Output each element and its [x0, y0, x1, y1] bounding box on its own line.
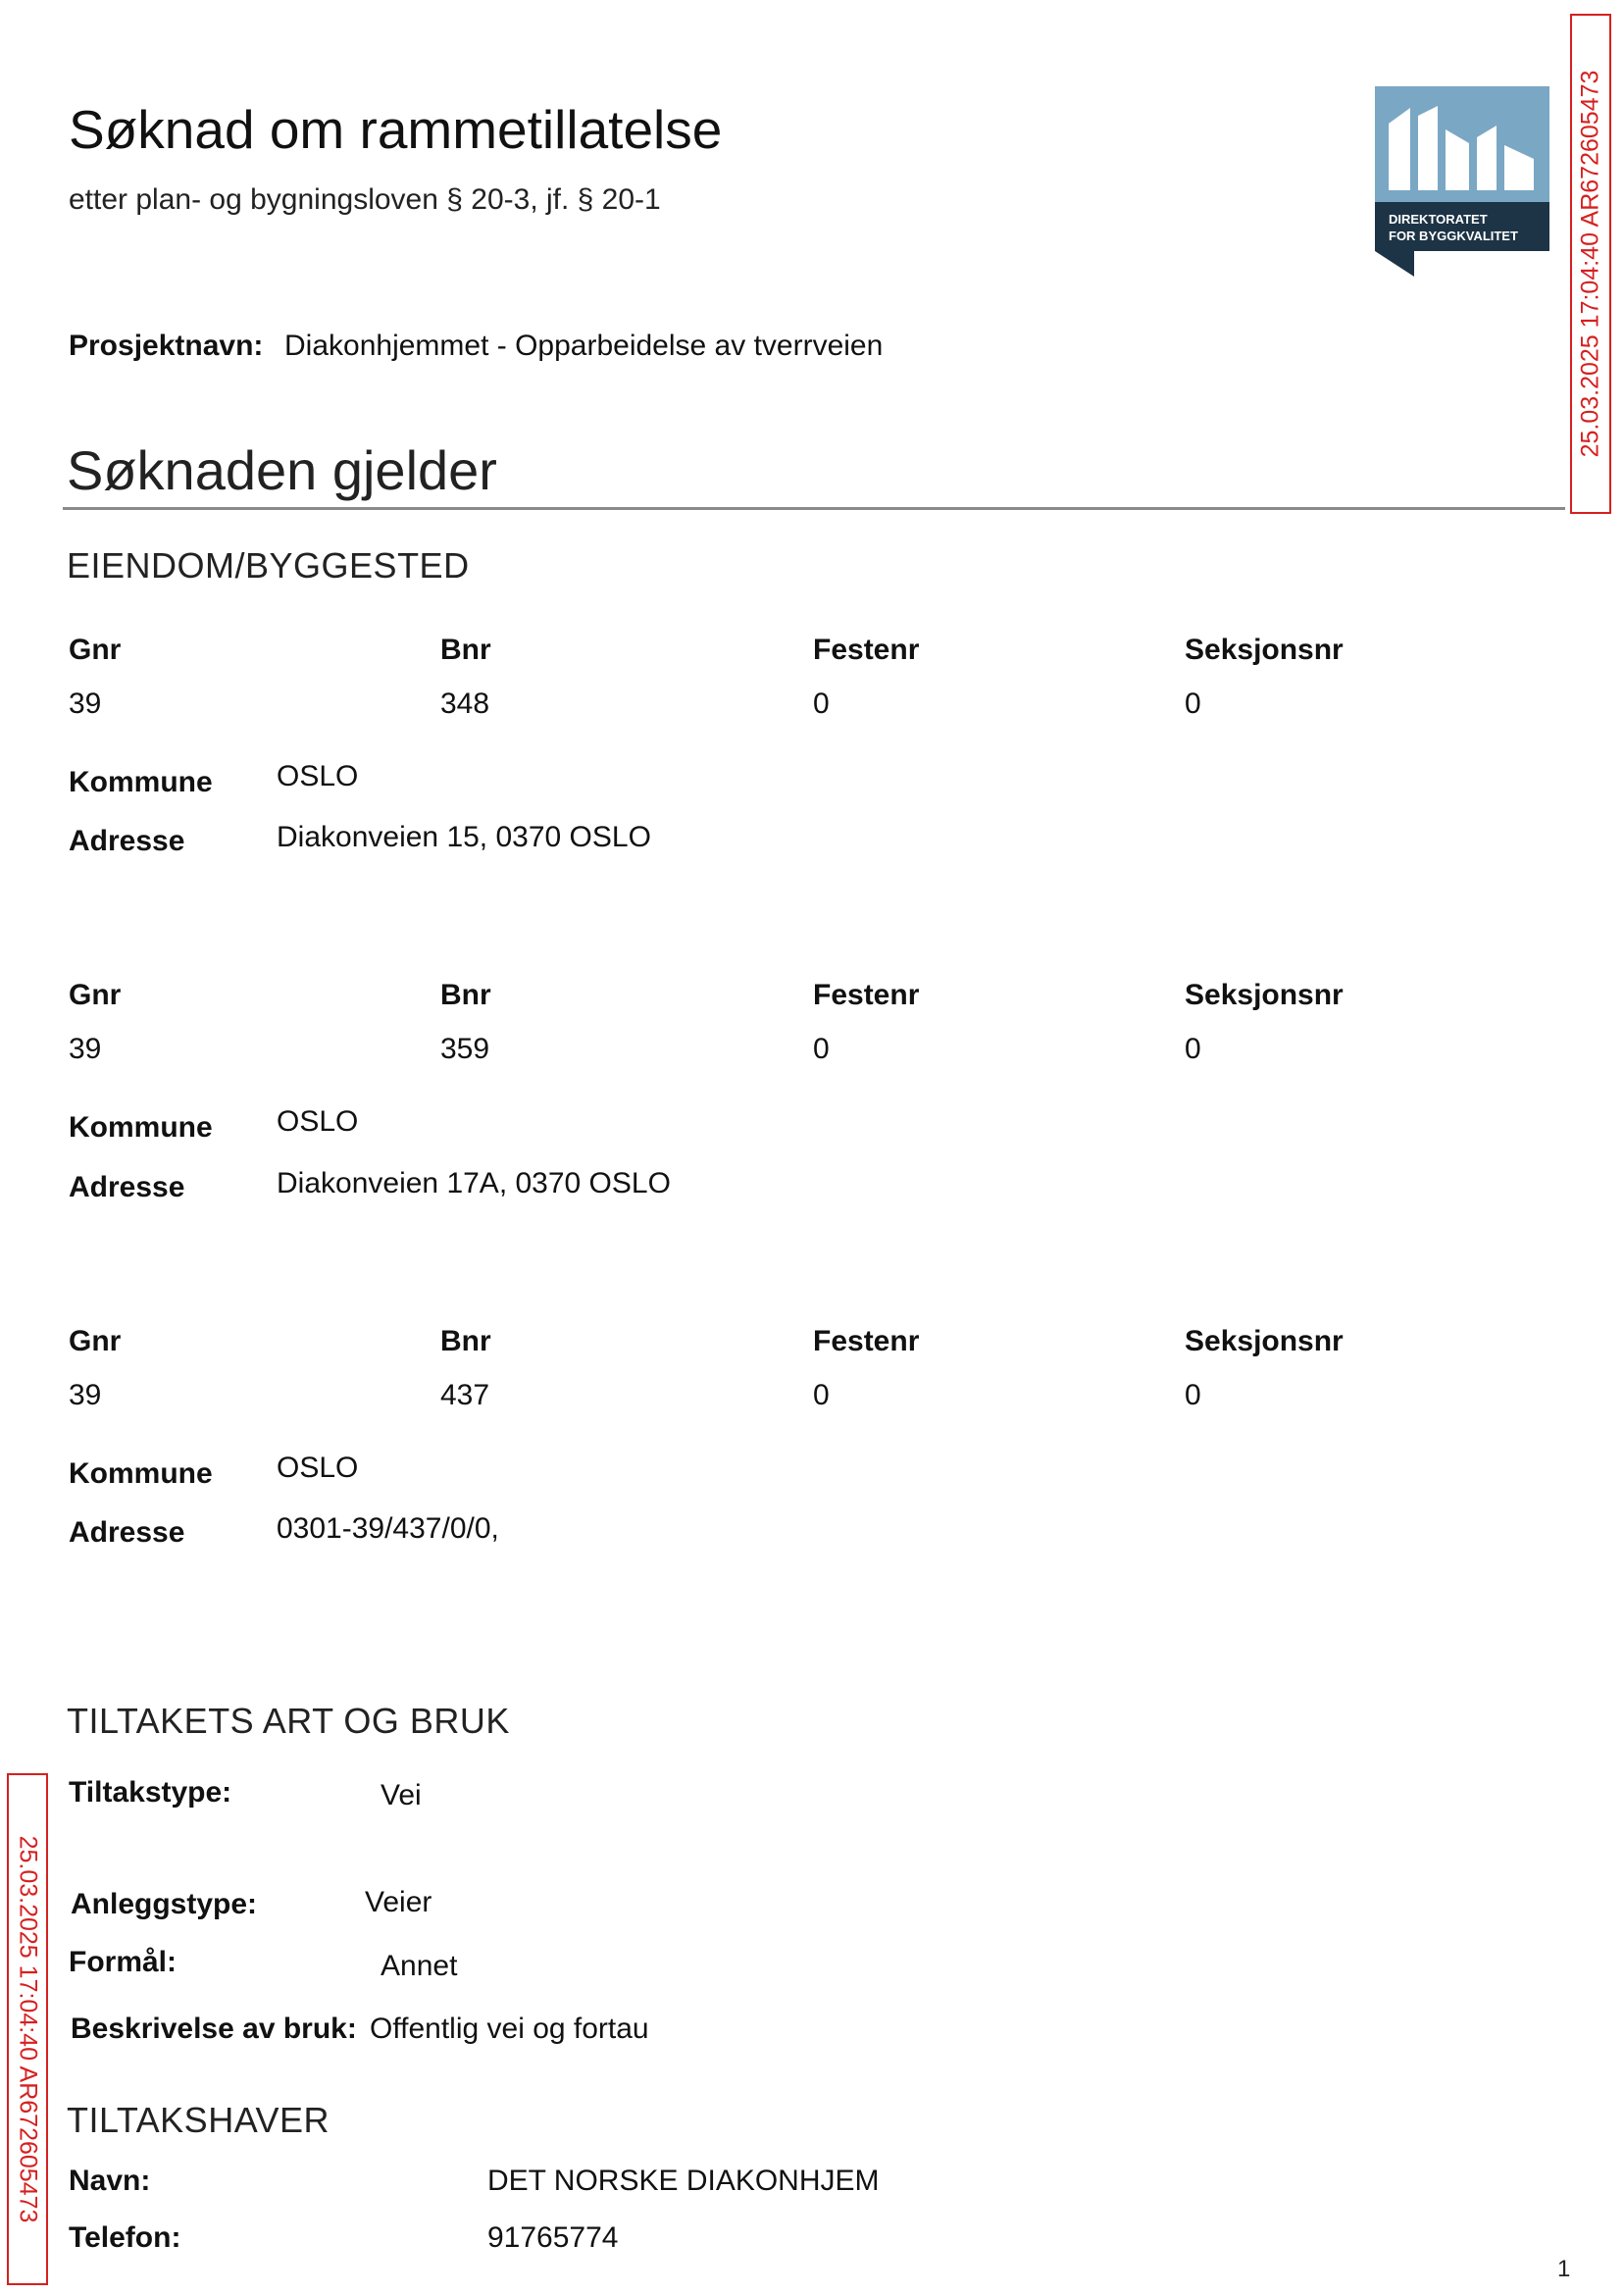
tiltakshaver-section-heading: TILTAKSHAVER [67, 2100, 330, 2140]
section-heading: Søknaden gjelder [67, 439, 497, 501]
festenr-value: 0 [813, 688, 830, 720]
gnr-label: Gnr [69, 979, 122, 1011]
anleggstype-label: Anleggstype: [71, 1888, 258, 1920]
navn-label: Navn: [69, 2165, 151, 2197]
property-section-heading: EIENDOM/BYGGESTED [67, 545, 470, 586]
seksjonsnr-value: 0 [1185, 1033, 1201, 1065]
tiltakstype-label: Tiltakstype: [69, 1776, 232, 1809]
logo-text-line1: DIREKTORATET [1389, 212, 1488, 227]
anleggstype-value: Veier [365, 1886, 432, 1918]
seksjonsnr-value: 0 [1185, 1379, 1201, 1411]
beskrivelse-value: Offentlig vei og fortau [370, 2013, 649, 2045]
timestamp-stamp-left [7, 1773, 48, 2285]
bnr-label: Bnr [440, 979, 491, 1011]
telefon-label: Telefon: [69, 2221, 181, 2254]
beskrivelse-label: Beskrivelse av bruk: [71, 2013, 357, 2045]
dibk-logo-mark [1375, 86, 1549, 277]
bnr-value: 348 [440, 688, 490, 720]
logo-text-line2: FOR BYGGKVALITET [1389, 229, 1518, 243]
tiltak-section-heading: TILTAKETS ART OG BRUK [67, 1701, 510, 1741]
formal-value: Annet [381, 1950, 458, 1982]
gnr-value: 39 [69, 1379, 102, 1411]
kommune-label: Kommune [69, 766, 213, 798]
navn-value: DET NORSKE DIAKONHJEM [487, 2165, 880, 2197]
seksjonsnr-label: Seksjonsnr [1185, 634, 1344, 666]
seksjonsnr-label: Seksjonsnr [1185, 979, 1344, 1011]
kommune-value: OSLO [277, 760, 359, 792]
bnr-value: 437 [440, 1379, 490, 1411]
tiltakstype-value: Vei [381, 1779, 422, 1811]
timestamp-stamp-right [1570, 14, 1611, 514]
festenr-value: 0 [813, 1033, 830, 1065]
adresse-value: Diakonveien 17A, 0370 OSLO [277, 1167, 671, 1199]
bnr-value: 359 [440, 1033, 490, 1065]
telefon-value: 91765774 [487, 2221, 619, 2254]
stamp-text-right: 25.03.2025 17:04:40 AR672605473 [1576, 70, 1604, 458]
dibk-logo [1375, 86, 1549, 277]
stamp-text-left: 25.03.2025 17:04:40 AR672605473 [14, 1835, 42, 2223]
kommune-value: OSLO [277, 1452, 359, 1484]
adresse-label: Adresse [69, 825, 185, 857]
seksjonsnr-label: Seksjonsnr [1185, 1325, 1344, 1357]
festenr-label: Festenr [813, 1325, 920, 1357]
adresse-value: 0301-39/437/0/0, [277, 1512, 499, 1545]
adresse-label: Adresse [69, 1171, 185, 1203]
project-name-label: Prosjektnavn: [69, 330, 264, 362]
document-subtitle: etter plan- og bygningsloven § 20-3, jf. § 20-1 [69, 183, 661, 216]
bnr-label: Bnr [440, 634, 491, 666]
section-divider [63, 507, 1565, 510]
gnr-label: Gnr [69, 1325, 122, 1357]
kommune-value: OSLO [277, 1105, 359, 1138]
kommune-label: Kommune [69, 1111, 213, 1144]
kommune-label: Kommune [69, 1457, 213, 1490]
gnr-label: Gnr [69, 634, 122, 666]
page-number: 1 [1557, 2256, 1571, 2282]
festenr-label: Festenr [813, 634, 920, 666]
gnr-value: 39 [69, 688, 102, 720]
adresse-label: Adresse [69, 1516, 185, 1549]
festenr-label: Festenr [813, 979, 920, 1011]
document-title: Søknad om rammetillatelse [69, 99, 723, 160]
festenr-value: 0 [813, 1379, 830, 1411]
bnr-label: Bnr [440, 1325, 491, 1357]
seksjonsnr-value: 0 [1185, 688, 1201, 720]
formal-label: Formål: [69, 1946, 178, 1978]
project-name-value: Diakonhjemmet - Opparbeidelse av tverrveien [284, 330, 884, 362]
adresse-value: Diakonveien 15, 0370 OSLO [277, 821, 651, 853]
gnr-value: 39 [69, 1033, 102, 1065]
